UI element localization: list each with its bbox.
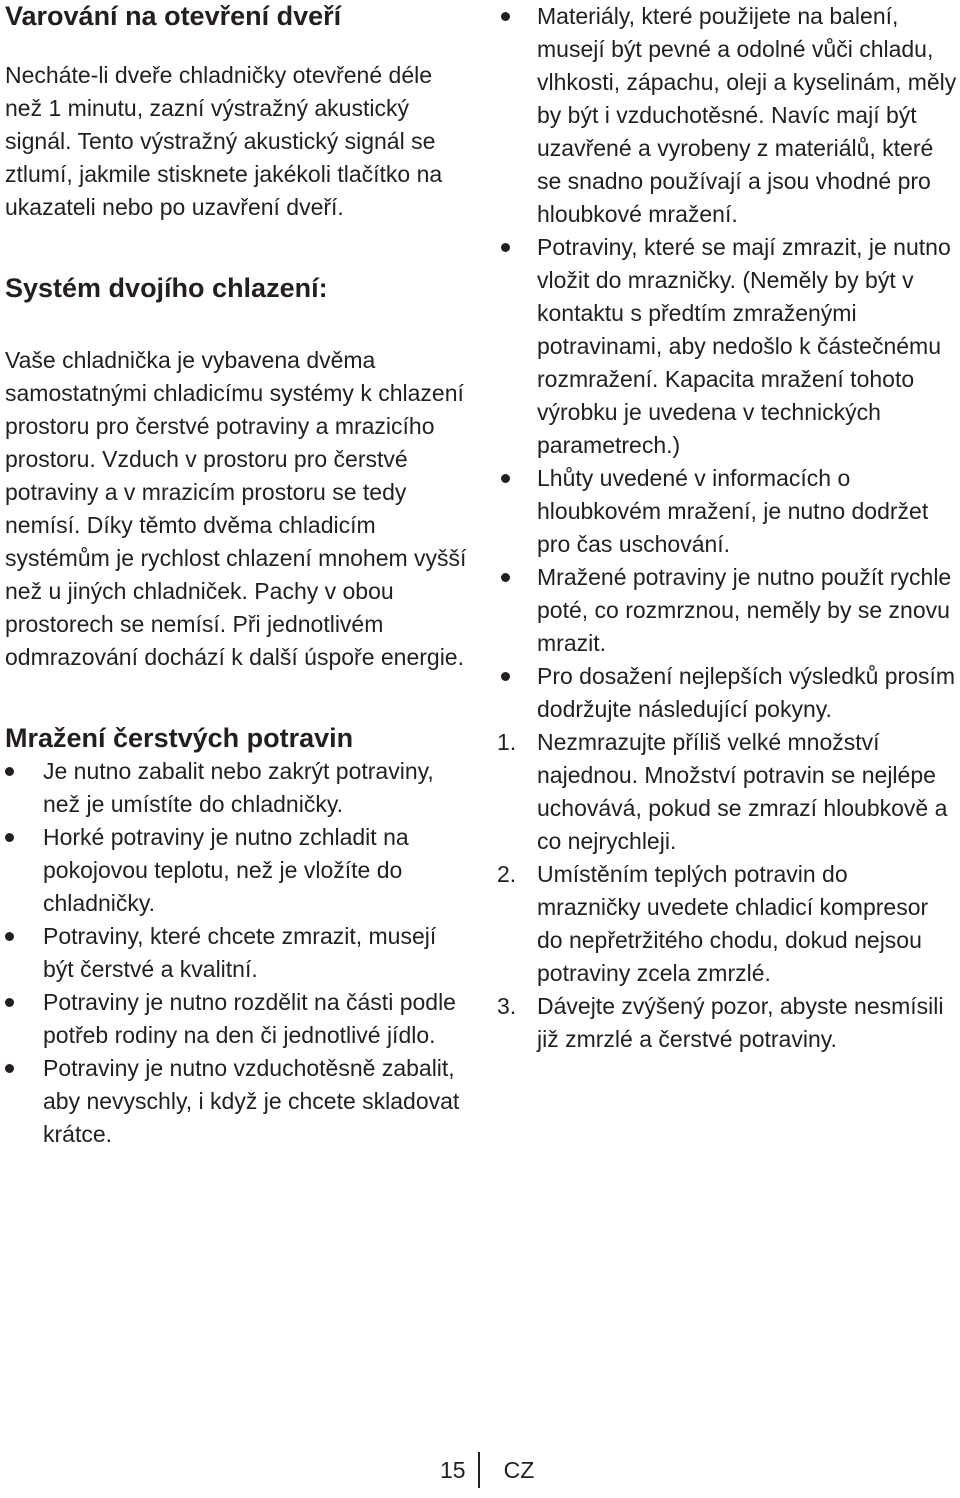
bullet-icon bbox=[501, 672, 510, 681]
freezing-heading: Mražení čerstvých potravin bbox=[5, 723, 354, 753]
bullet-icon bbox=[501, 12, 510, 21]
right-column bbox=[497, 0, 957, 1056]
freezing-bullet-list-continued bbox=[497, 0, 957, 726]
item-number: 2. bbox=[497, 861, 517, 887]
bullet-icon bbox=[5, 1064, 14, 1073]
footer-divider bbox=[478, 1452, 480, 1488]
door-warning-paragraph: Necháte-li dveře chladničky otevřené déle než 1 minutu, zazní výstražný akustický signál. Tento výstražný akustický signál se ztlumí, jakmile stisknete jakékoli tlačítko na ukazateli nebo po uzavření dveří. bbox=[5, 62, 443, 220]
list-item bbox=[5, 1052, 470, 1151]
list-item bbox=[497, 462, 957, 561]
list-item-text: Pro dosažení nejlepších výsledků prosím dodržujte následující pokyny. bbox=[537, 663, 956, 722]
list-item bbox=[5, 920, 470, 986]
list-item bbox=[497, 561, 957, 660]
list-item-text: Mražené potraviny je nutno použít rychle poté, co rozmrznou, neměly by se znovu mrazit. bbox=[537, 564, 952, 656]
list-item bbox=[497, 231, 957, 462]
language-code: CZ bbox=[503, 1457, 535, 1483]
numbered-item bbox=[497, 726, 957, 858]
list-item bbox=[5, 986, 470, 1052]
list-item bbox=[5, 821, 470, 920]
list-item-text: Horké potraviny je nutno zchladit na pokojovou teplotu, než je vložíte do chladničky. bbox=[43, 824, 409, 916]
list-item bbox=[497, 660, 957, 726]
numbered-item-text: Umístěním teplých potravin do mrazničky uvedete chladicí kompresor do nepřetržitého chodu, dokud nejsou potraviny zcela zmrzlé. bbox=[537, 861, 929, 986]
list-item-text: Lhůty uvedené v informacích o hloubkovém mražení, je nutno dodržet pro čas uschování. bbox=[537, 465, 929, 557]
list-item-text: Potraviny, které se mají zmrazit, je nutno vložit do mrazničky. (Neměly by být v kontaktu s předtím zmraženými potravinami, aby nedošlo k částečnému rozmražení. Kapacita mražení tohoto výrobku je uvedena v technických parametrech.) bbox=[537, 234, 951, 458]
page-footer bbox=[440, 1450, 534, 1490]
list-item-text: Je nutno zabalit nebo zakrýt potraviny, než je umístíte do chladničky. bbox=[43, 758, 434, 817]
left-column bbox=[5, 0, 470, 1151]
list-item bbox=[5, 755, 470, 821]
bullet-icon bbox=[5, 767, 14, 776]
freezing-numbered-list bbox=[497, 726, 957, 1056]
list-item-text: Materiály, které použijete na balení, musejí být pevné a odolné vůči chladu, vlhkosti, zápachu, oleji a kyselinám, měly by být i vzduchotěsné. Navíc mají být uzavřené a vyrobeny z materiálů, které se snadno používají a jsou vhodné pro hloubkové mražení. bbox=[537, 3, 957, 227]
list-item-text: Potraviny, které chcete zmrazit, musejí být čerstvé a kvalitní. bbox=[43, 923, 437, 982]
list-item bbox=[497, 0, 957, 231]
freezing-bullet-list bbox=[5, 755, 470, 1151]
door-warning-heading: Varování na otevření dveří bbox=[5, 1, 342, 31]
numbered-item-text: Nezmrazujte příliš velké množství najednou. Množství potravin se nejlépe uchovává, pokud se zmrazí hloubkově a co nejrychleji. bbox=[537, 729, 948, 854]
bullet-icon bbox=[501, 474, 510, 483]
item-number: 1. bbox=[497, 729, 517, 755]
bullet-icon bbox=[5, 833, 14, 842]
item-number: 3. bbox=[497, 993, 517, 1019]
bullet-icon bbox=[501, 243, 510, 252]
numbered-item-text: Dávejte zvýšený pozor, abyste nesmísili již zmrzlé a čerstvé potraviny. bbox=[537, 993, 944, 1052]
numbered-item bbox=[497, 990, 957, 1056]
numbered-item bbox=[497, 858, 957, 990]
list-item-text: Potraviny je nutno rozdělit na části podle potřeb rodiny na den či jednotlivé jídlo. bbox=[43, 989, 456, 1048]
list-item-text: Potraviny je nutno vzduchotěsně zabalit, aby nevyschly, i když je chcete skladovat krátce. bbox=[43, 1055, 460, 1147]
page-number: 15 bbox=[440, 1457, 466, 1483]
dual-cooling-heading: Systém dvojího chlazení: bbox=[5, 273, 328, 303]
bullet-icon bbox=[5, 998, 14, 1007]
bullet-icon bbox=[501, 573, 510, 582]
bullet-icon bbox=[5, 932, 14, 941]
dual-cooling-paragraph: Vaše chladnička je vybavena dvěma samostatnými chladicímu systémy k chlazení prostoru pro čerstvé potraviny a mrazicího prostoru. Vzduch v prostoru pro čerstvé potraviny a v mrazicím prostoru se tedy nemísí. Díky těmto dvěma chladicím systémům je rychlost chlazení mnohem vyšší než u jiných chladniček. Pachy v obou prostorech se nemísí. Při jednotlivém odmrazování dochází k další úspoře energie. bbox=[5, 347, 467, 670]
